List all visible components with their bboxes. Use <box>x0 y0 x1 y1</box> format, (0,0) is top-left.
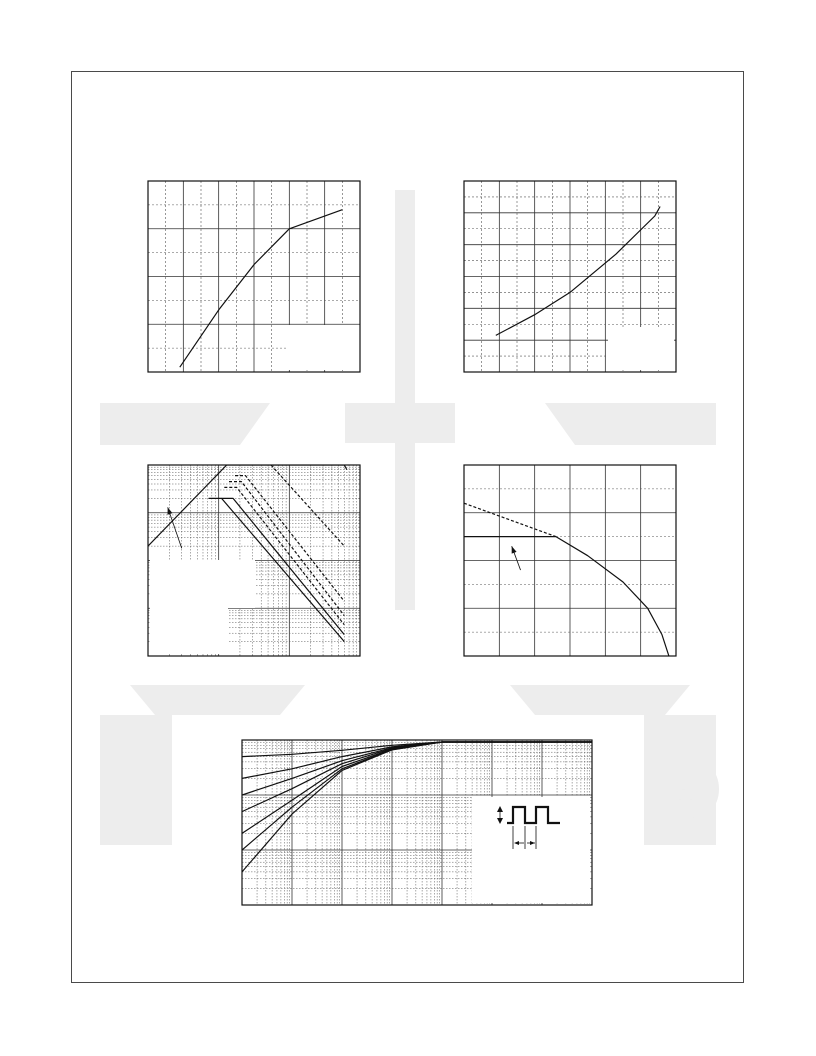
legend-area <box>608 327 674 370</box>
legend-area-1 <box>150 560 255 608</box>
series-group <box>464 503 669 656</box>
series-line-1 <box>496 207 660 336</box>
grid <box>464 465 676 656</box>
chart-3 <box>148 465 360 656</box>
legend-area-2 <box>150 608 228 654</box>
registered-mark-glyph: ® <box>668 764 702 816</box>
annotation-arrow-1 <box>512 546 521 570</box>
legend-area <box>288 325 358 370</box>
chart-1 <box>148 181 360 372</box>
chart-2 <box>464 181 676 372</box>
series-line-1 <box>148 465 227 546</box>
series-line-1 <box>464 503 556 536</box>
chart-5 <box>242 740 592 905</box>
series-line-8 <box>271 465 344 546</box>
series-group <box>496 207 660 336</box>
legend-area <box>472 797 590 903</box>
chart-4 <box>464 465 676 656</box>
series-line-2 <box>464 537 669 656</box>
